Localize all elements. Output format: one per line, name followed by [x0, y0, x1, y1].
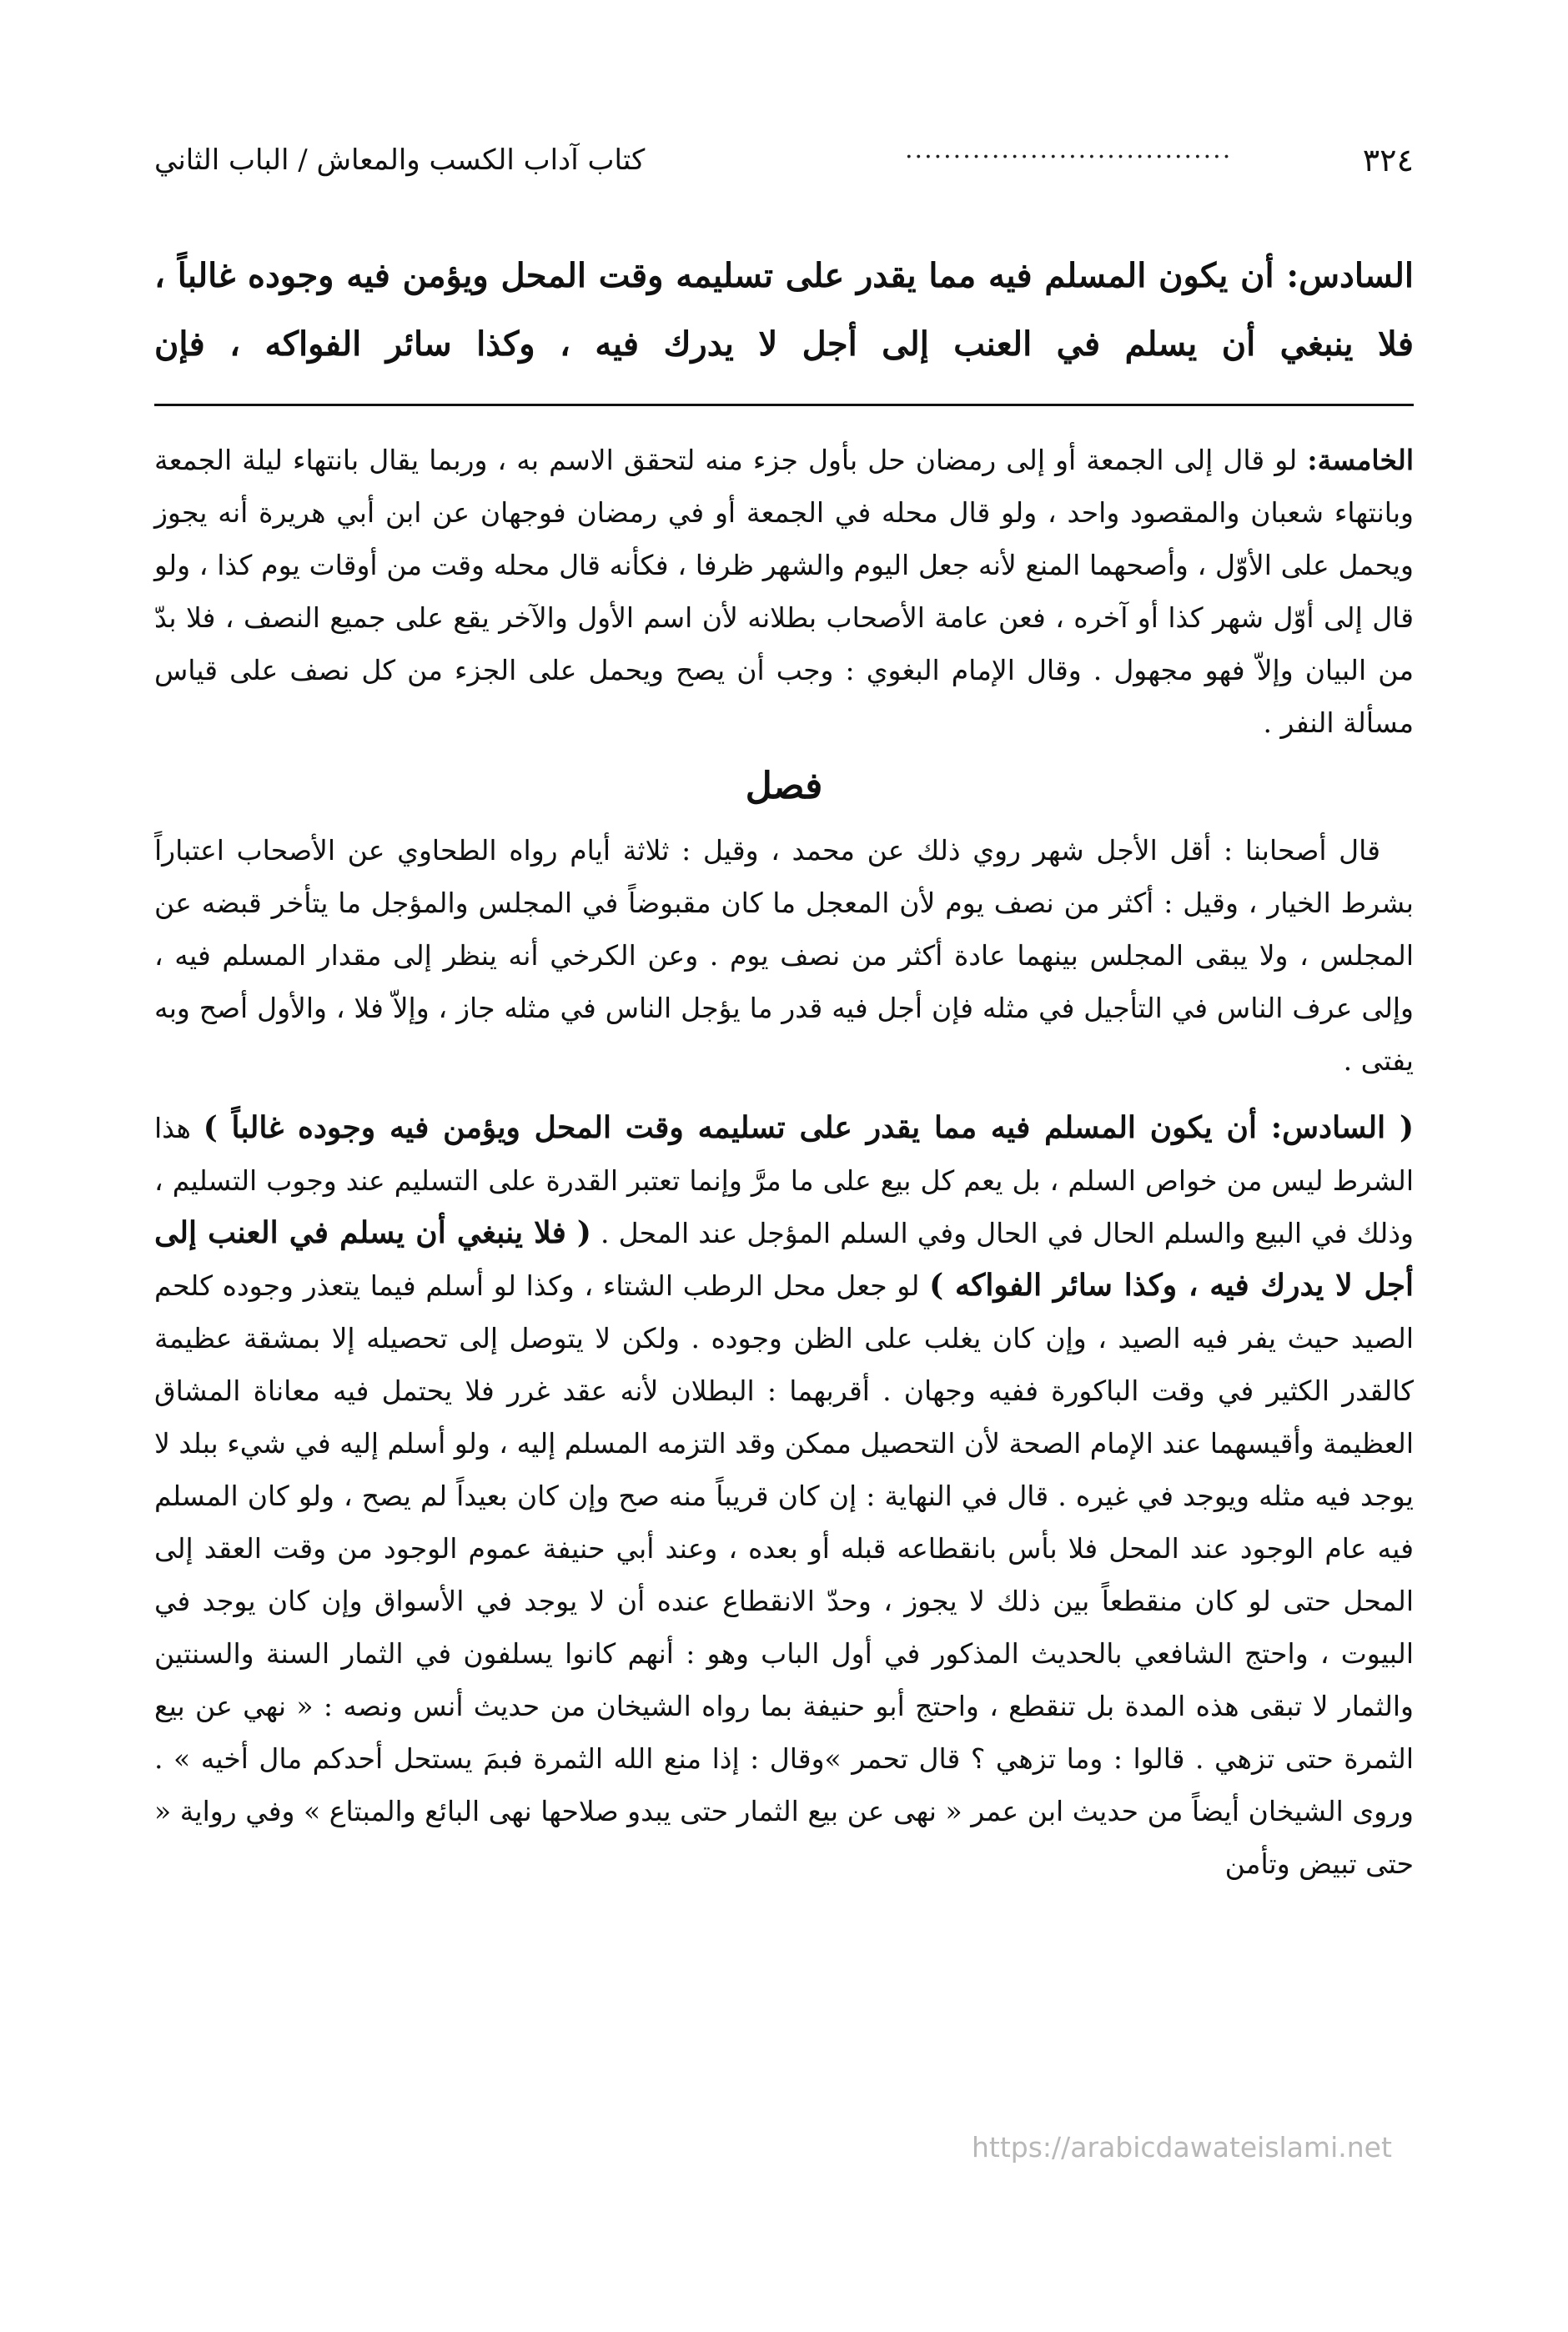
main-text-paragraph: [154, 242, 1414, 379]
section-heading: فصل: [745, 765, 823, 807]
page-number: ٣٢٤: [1362, 142, 1414, 178]
divider-line: [154, 404, 1414, 406]
quoted-matn-2: ( فلا ينبغي أن يسلم في العنب إلى أجل لا يدرك فيه ، وكذا سائر الفواكه ): [154, 1215, 1414, 1303]
running-header: [154, 135, 1414, 185]
sadis-body-1: هذا الشرط ليس من خواص السلم ، بل يعم كل بيع على ما مرَّ وإنما تعتبر القدرة على التسليم عند وجوب التسليم ، وذلك في البيع والسلم الحال في الحال وفي السلم المؤجل عند المحل .: [154, 1112, 1415, 1249]
header-dot-leader: ..................................: [905, 135, 1233, 164]
commentary-paragraph-sadis: [154, 1102, 1414, 1890]
khamisa-lead: الخامسة:: [1307, 444, 1414, 476]
main-text-body: أن يكون المسلم فيه مما يقدر على تسليمه وقت المحل ويؤمن فيه وجوده غالباً ، فلا ينبغي أن يسلم في العنب إلى أجل لا يدرك فيه ، وكذا سائر الفواكه ، فإن: [154, 256, 1414, 364]
quoted-matn-1: ( السادس: أن يكون المسلم فيه مما يقدر على تسليمه وقت المحل ويؤمن فيه وجوده غالباً ): [203, 1110, 1414, 1145]
watermark-url: https://arabicdawateislami.net: [972, 2131, 1392, 2164]
khamisa-body: لو قال إلى الجمعة أو إلى رمضان حل بأول جزء منه لتحقق الاسم به ، وربما يقال بانتهاء ليلة الجمعة وبانتهاء شعبان والمقصود واحد ، ولو قال محله في الجمعة أو في رمضان فوجهان عن ابن أبي هريرة أنه يجوز ويحمل على الأوّل ، وأصحهما المنع لأنه جعل اليوم والشهر ظرفا ، فكأنه قال محله وقت من أوقات يوم كذا ، ولو قال إلى أوّل شهر كذا أو آخره ، فعن عامة الأصحاب بطلانه لأن اسم الأول والآخر يقع على جميع النصف ، فلا بدّ من البيان وإلاّ فهو مجهول . وقال الإمام البغوي : وجب أن يصح ويحمل على الجزء من كل نصف على قياس مسألة النفر .: [154, 444, 1414, 739]
chapter-title: كتاب آداب الكسب والمعاش / الباب الثاني: [154, 143, 646, 177]
sadis-body-2: لو جعل محل الرطب الشتاء ، وكذا لو أسلم فيما يتعذر وجوده كلحم الصيد حيث يفر فيه الصيد ، وإن كان يغلب على الظن وجوده . ولكن لا يتوصل إلى تحصيله إلا بمشقة عظيمة كالقدر الكثير في وقت الباكورة ففيه وجهان . أقربهما : البطلان لأنه عقد غرر فلا يحتمل فيه معاناة المشاق العظيمة وأقيسهما عند الإمام الصحة لأن التحصيل ممكن وقد التزمه المسلم إليه ، ولو أسلم إليه في شيء ببلد لا يوجد فيه مثله ويوجد في غيره . قال في النهاية : إن كان قريباً منه صح وإن كان بعيداً لم يصح ، ولو كان المسلم فيه عام الوجود عند المحل فلا بأس بانقطاعه قبله أو بعده ، وعند أبي حنيفة عموم الوجود من وقت العقد إلى المحل حتى لو كان منقطعاً بين ذلك لا يجوز ، وحدّ الانقطاع عنده أن لا يوجد في الأسواق وإن كان يوجد في البيوت ، واحتج الشافعي بالحديث المذكور في أول الباب وهو : أنهم كانوا يسلفون في الثمار السنة والسنتين والثمار لا تبقى هذه المدة بل تنقطع ، واحتج أبو حنيفة بما رواه الشيخان من حديث أنس ونصه : « نهي عن بيع الثمرة حتى تزهي . قالوا : وما تزهي ؟ قال تحمر »وقال : إذا منع الله الثمرة فبمَ يستحل أحدكم مال أخيه » . وروى الشيخان أيضاً من حديث ابن عمر « نهى عن بيع الثمار حتى يبدو صلاحها نهى البائع والمبتاع » وفي رواية « حتى تبيض وتأمن: [154, 1269, 1415, 1880]
commentary-paragraph-fasl: قال أصحابنا : أقل الأجل شهر روي ذلك عن محمد ، وقيل : ثلاثة أيام رواه الطحاوي عن الأصحاب اعتباراً بشرط الخيار ، وقيل : أكثر من نصف يوم لأن المعجل ما كان مقبوضاً في المجلس والمؤجل ما يتأخر قبضه عن المجلس ، ولا يبقى المجلس بينهما عادة أكثر من نصف يوم . وعن الكرخي أنه ينظر إلى مقدار المسلم فيه ، وإلى عرف الناس في التأجيل في مثله فإن أجل فيه قدر ما يؤجل الناس في مثله جاز ، وإلاّ فلا ، والأول أصح وبه يفتى .: [154, 834, 1414, 1077]
main-text: [154, 242, 1414, 379]
commentary: [154, 434, 1414, 1890]
commentary-paragraph-khamisa: [154, 434, 1414, 749]
main-text-lead: السادس:: [1286, 256, 1414, 295]
